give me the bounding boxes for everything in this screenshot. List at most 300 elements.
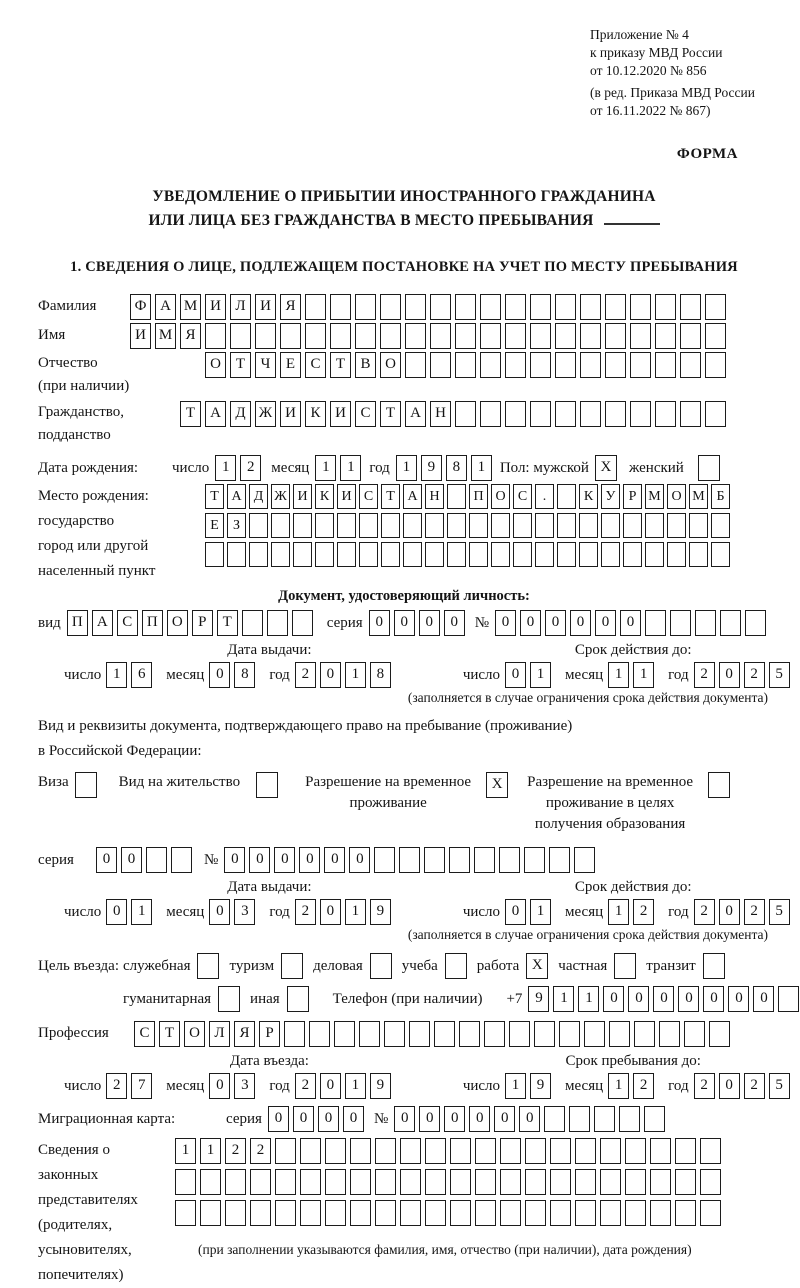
temp-residence-checkbox[interactable]: X [486,772,508,798]
char-cell[interactable] [550,1169,571,1195]
char-cell[interactable] [544,1106,565,1132]
char-cell[interactable]: О [667,484,686,509]
char-cell[interactable] [650,1200,671,1226]
char-cell[interactable] [459,1021,480,1047]
char-cell[interactable] [609,1021,630,1047]
char-cell[interactable] [403,513,422,538]
char-cell[interactable]: Ж [271,484,290,509]
char-cell[interactable] [623,513,642,538]
char-cell[interactable] [300,1138,321,1164]
char-cell[interactable]: О [491,484,510,509]
char-cell[interactable] [405,323,426,349]
char-cell[interactable] [300,1200,321,1226]
char-cell[interactable]: П [142,610,163,636]
char-cell[interactable] [745,610,766,636]
char-cell[interactable] [484,1021,505,1047]
char-cell[interactable]: Т [205,484,224,509]
char-cell[interactable]: 0 [293,1106,314,1132]
char-cell[interactable] [505,294,526,320]
char-cell[interactable] [267,610,288,636]
char-cell[interactable] [500,1169,521,1195]
char-cell[interactable] [275,1200,296,1226]
char-cell[interactable] [474,847,495,873]
char-cell[interactable] [230,323,251,349]
char-cell[interactable]: 0 [469,1106,490,1132]
char-cell[interactable]: Т [381,484,400,509]
char-cell[interactable] [705,401,726,427]
char-cell[interactable] [425,513,444,538]
char-cell[interactable]: Б [711,484,730,509]
char-cell[interactable] [680,401,701,427]
char-cell[interactable] [535,513,554,538]
char-cell[interactable] [500,1138,521,1164]
char-cell[interactable] [711,542,730,567]
char-cell[interactable] [424,847,445,873]
char-cell[interactable]: М [180,294,201,320]
char-cell[interactable] [499,847,520,873]
char-cell[interactable]: Т [230,352,251,378]
char-cell[interactable]: 0 [595,610,616,636]
char-cell[interactable] [434,1021,455,1047]
char-cell[interactable] [659,1021,680,1047]
char-cell[interactable] [315,513,334,538]
purpose-humanitarian-checkbox[interactable] [218,986,240,1012]
char-cell[interactable] [430,323,451,349]
char-cell[interactable] [634,1021,655,1047]
char-cell[interactable]: Т [330,352,351,378]
char-cell[interactable] [680,294,701,320]
char-cell[interactable] [689,513,708,538]
char-cell[interactable]: К [315,484,334,509]
char-cell[interactable]: О [205,352,226,378]
char-cell[interactable] [350,1169,371,1195]
char-cell[interactable] [200,1200,221,1226]
char-cell[interactable] [325,1138,346,1164]
char-cell[interactable]: С [355,401,376,427]
char-cell[interactable] [400,1200,421,1226]
char-cell[interactable] [505,352,526,378]
char-cell[interactable]: 2 [744,899,765,925]
char-cell[interactable] [705,294,726,320]
char-cell[interactable]: 0 [343,1106,364,1132]
char-cell[interactable]: 1 [608,899,629,925]
char-cell[interactable] [275,1138,296,1164]
char-cell[interactable]: О [167,610,188,636]
char-cell[interactable]: Е [280,352,301,378]
char-cell[interactable] [525,1200,546,1226]
char-cell[interactable]: А [403,484,422,509]
char-cell[interactable] [405,352,426,378]
char-cell[interactable]: 9 [530,1073,551,1099]
char-cell[interactable]: 0 [444,610,465,636]
char-cell[interactable]: Т [159,1021,180,1047]
char-cell[interactable]: М [689,484,708,509]
char-cell[interactable]: А [205,401,226,427]
purpose-tourism-checkbox[interactable] [281,953,303,979]
char-cell[interactable]: 0 [121,847,142,873]
char-cell[interactable]: 1 [578,986,599,1012]
char-cell[interactable]: 0 [419,610,440,636]
char-cell[interactable]: 2 [694,1073,715,1099]
char-cell[interactable]: 1 [215,455,236,481]
char-cell[interactable]: К [305,401,326,427]
sex-female-checkbox[interactable] [698,455,720,481]
char-cell[interactable] [557,542,576,567]
char-cell[interactable]: 2 [295,1073,316,1099]
char-cell[interactable]: 1 [200,1138,221,1164]
char-cell[interactable]: Т [380,401,401,427]
char-cell[interactable]: 0 [653,986,674,1012]
char-cell[interactable] [325,1169,346,1195]
char-cell[interactable] [475,1200,496,1226]
char-cell[interactable] [249,513,268,538]
visa-checkbox[interactable] [75,772,97,798]
char-cell[interactable] [630,323,651,349]
char-cell[interactable] [601,513,620,538]
char-cell[interactable] [491,513,510,538]
char-cell[interactable]: 0 [753,986,774,1012]
char-cell[interactable] [684,1021,705,1047]
char-cell[interactable] [430,352,451,378]
char-cell[interactable]: 2 [694,899,715,925]
char-cell[interactable]: 0 [603,986,624,1012]
char-cell[interactable] [584,1021,605,1047]
char-cell[interactable] [655,323,676,349]
char-cell[interactable] [778,986,799,1012]
char-cell[interactable]: И [130,323,151,349]
char-cell[interactable]: 2 [295,899,316,925]
char-cell[interactable] [409,1021,430,1047]
char-cell[interactable] [375,1200,396,1226]
char-cell[interactable] [455,401,476,427]
char-cell[interactable] [271,542,290,567]
char-cell[interactable]: 1 [340,455,361,481]
char-cell[interactable] [425,1200,446,1226]
char-cell[interactable] [623,542,642,567]
char-cell[interactable]: 1 [553,986,574,1012]
char-cell[interactable]: 1 [315,455,336,481]
char-cell[interactable]: С [134,1021,155,1047]
char-cell[interactable] [625,1138,646,1164]
char-cell[interactable]: 8 [370,662,391,688]
char-cell[interactable]: 8 [234,662,255,688]
char-cell[interactable]: 1 [608,1073,629,1099]
char-cell[interactable] [569,1106,590,1132]
char-cell[interactable]: 0 [505,662,526,688]
char-cell[interactable]: 2 [633,1073,654,1099]
char-cell[interactable]: 0 [570,610,591,636]
char-cell[interactable] [650,1138,671,1164]
char-cell[interactable]: 2 [250,1138,271,1164]
char-cell[interactable]: 2 [694,662,715,688]
char-cell[interactable] [594,1106,615,1132]
char-cell[interactable] [284,1021,305,1047]
char-cell[interactable]: Т [217,610,238,636]
char-cell[interactable]: 0 [268,1106,289,1132]
char-cell[interactable]: 1 [505,1073,526,1099]
sex-male-checkbox[interactable]: X [595,455,617,481]
char-cell[interactable]: 2 [106,1073,127,1099]
char-cell[interactable] [575,1169,596,1195]
char-cell[interactable] [480,323,501,349]
purpose-official-checkbox[interactable] [197,953,219,979]
char-cell[interactable] [530,323,551,349]
char-cell[interactable] [334,1021,355,1047]
char-cell[interactable]: А [405,401,426,427]
char-cell[interactable]: 0 [249,847,270,873]
char-cell[interactable] [550,1200,571,1226]
char-cell[interactable]: 0 [728,986,749,1012]
char-cell[interactable] [225,1200,246,1226]
purpose-other-checkbox[interactable] [287,986,309,1012]
char-cell[interactable] [605,294,626,320]
char-cell[interactable] [381,542,400,567]
char-cell[interactable] [675,1138,696,1164]
char-cell[interactable]: 2 [240,455,261,481]
char-cell[interactable]: 1 [345,899,366,925]
char-cell[interactable]: С [305,352,326,378]
char-cell[interactable]: 1 [530,662,551,688]
char-cell[interactable]: С [359,484,378,509]
char-cell[interactable] [513,542,532,567]
char-cell[interactable] [469,513,488,538]
char-cell[interactable] [384,1021,405,1047]
char-cell[interactable] [509,1021,530,1047]
char-cell[interactable]: 9 [370,899,391,925]
char-cell[interactable] [475,1138,496,1164]
char-cell[interactable] [667,513,686,538]
char-cell[interactable]: 0 [519,1106,540,1132]
char-cell[interactable] [670,610,691,636]
char-cell[interactable] [630,294,651,320]
char-cell[interactable]: 0 [209,899,230,925]
char-cell[interactable] [530,401,551,427]
char-cell[interactable] [580,401,601,427]
char-cell[interactable] [449,847,470,873]
char-cell[interactable]: У [601,484,620,509]
char-cell[interactable] [575,1200,596,1226]
char-cell[interactable]: 1 [345,1073,366,1099]
char-cell[interactable] [630,401,651,427]
char-cell[interactable] [380,294,401,320]
char-cell[interactable] [175,1169,196,1195]
char-cell[interactable] [293,542,312,567]
char-cell[interactable]: 0 [719,662,740,688]
char-cell[interactable] [227,542,246,567]
char-cell[interactable] [675,1169,696,1195]
char-cell[interactable] [381,513,400,538]
char-cell[interactable] [450,1138,471,1164]
temp-residence-education-checkbox[interactable] [708,772,730,798]
char-cell[interactable] [680,323,701,349]
char-cell[interactable] [680,352,701,378]
char-cell[interactable]: 0 [703,986,724,1012]
char-cell[interactable] [275,1169,296,1195]
char-cell[interactable]: Ч [255,352,276,378]
char-cell[interactable]: 0 [320,662,341,688]
char-cell[interactable]: 2 [225,1138,246,1164]
char-cell[interactable] [205,542,224,567]
char-cell[interactable] [146,847,167,873]
char-cell[interactable]: 1 [530,899,551,925]
char-cell[interactable]: 0 [274,847,295,873]
char-cell[interactable] [549,847,570,873]
char-cell[interactable]: 0 [299,847,320,873]
char-cell[interactable] [447,542,466,567]
char-cell[interactable]: 1 [175,1138,196,1164]
char-cell[interactable]: 9 [528,986,549,1012]
char-cell[interactable] [655,401,676,427]
char-cell[interactable] [580,294,601,320]
char-cell[interactable] [555,294,576,320]
char-cell[interactable] [447,513,466,538]
char-cell[interactable]: 0 [369,610,390,636]
char-cell[interactable]: 0 [224,847,245,873]
char-cell[interactable]: 0 [494,1106,515,1132]
char-cell[interactable] [480,352,501,378]
char-cell[interactable] [695,610,716,636]
char-cell[interactable] [425,1169,446,1195]
char-cell[interactable] [530,352,551,378]
char-cell[interactable]: 0 [505,899,526,925]
char-cell[interactable] [447,484,466,509]
char-cell[interactable] [705,323,726,349]
char-cell[interactable]: А [227,484,246,509]
char-cell[interactable]: 0 [545,610,566,636]
char-cell[interactable] [350,1138,371,1164]
char-cell[interactable] [375,1169,396,1195]
char-cell[interactable]: П [469,484,488,509]
char-cell[interactable] [480,294,501,320]
purpose-private-checkbox[interactable] [614,953,636,979]
char-cell[interactable] [645,513,664,538]
char-cell[interactable] [403,542,422,567]
char-cell[interactable] [530,294,551,320]
char-cell[interactable] [601,542,620,567]
char-cell[interactable]: 3 [234,1073,255,1099]
char-cell[interactable]: 0 [719,899,740,925]
char-cell[interactable] [359,542,378,567]
char-cell[interactable]: . [535,484,554,509]
char-cell[interactable]: Я [280,294,301,320]
char-cell[interactable] [305,323,326,349]
char-cell[interactable] [555,352,576,378]
char-cell[interactable]: 0 [719,1073,740,1099]
char-cell[interactable] [644,1106,665,1132]
char-cell[interactable] [645,610,666,636]
char-cell[interactable] [645,542,664,567]
char-cell[interactable] [430,294,451,320]
char-cell[interactable] [200,1169,221,1195]
char-cell[interactable]: 7 [131,1073,152,1099]
char-cell[interactable]: 3 [234,899,255,925]
char-cell[interactable]: Л [230,294,251,320]
char-cell[interactable] [292,610,313,636]
char-cell[interactable]: 2 [633,899,654,925]
char-cell[interactable] [337,542,356,567]
char-cell[interactable]: Р [623,484,642,509]
char-cell[interactable] [305,294,326,320]
char-cell[interactable] [399,847,420,873]
char-cell[interactable]: И [330,401,351,427]
char-cell[interactable] [580,323,601,349]
char-cell[interactable] [600,1169,621,1195]
char-cell[interactable] [480,401,501,427]
char-cell[interactable] [700,1138,721,1164]
char-cell[interactable] [171,847,192,873]
char-cell[interactable]: М [645,484,664,509]
char-cell[interactable] [330,294,351,320]
char-cell[interactable] [655,294,676,320]
char-cell[interactable] [559,1021,580,1047]
char-cell[interactable]: 0 [320,899,341,925]
char-cell[interactable] [574,847,595,873]
purpose-study-checkbox[interactable] [445,953,467,979]
char-cell[interactable] [600,1138,621,1164]
char-cell[interactable] [330,323,351,349]
char-cell[interactable] [315,542,334,567]
char-cell[interactable]: 0 [106,899,127,925]
char-cell[interactable] [425,542,444,567]
char-cell[interactable]: 0 [96,847,117,873]
char-cell[interactable] [350,1200,371,1226]
char-cell[interactable] [535,542,554,567]
char-cell[interactable]: 2 [744,1073,765,1099]
char-cell[interactable] [555,401,576,427]
char-cell[interactable] [380,323,401,349]
char-cell[interactable]: 1 [633,662,654,688]
char-cell[interactable] [575,1138,596,1164]
char-cell[interactable]: 2 [295,662,316,688]
char-cell[interactable] [325,1200,346,1226]
char-cell[interactable]: С [513,484,532,509]
char-cell[interactable] [450,1200,471,1226]
char-cell[interactable]: 0 [444,1106,465,1132]
char-cell[interactable] [525,1169,546,1195]
char-cell[interactable]: О [184,1021,205,1047]
char-cell[interactable]: 1 [471,455,492,481]
char-cell[interactable] [711,513,730,538]
char-cell[interactable] [600,1200,621,1226]
char-cell[interactable]: И [337,484,356,509]
char-cell[interactable] [579,542,598,567]
char-cell[interactable] [355,323,376,349]
char-cell[interactable] [557,513,576,538]
char-cell[interactable]: П [67,610,88,636]
char-cell[interactable]: 0 [620,610,641,636]
char-cell[interactable] [374,847,395,873]
char-cell[interactable]: И [255,294,276,320]
char-cell[interactable] [491,542,510,567]
char-cell[interactable]: 0 [209,1073,230,1099]
char-cell[interactable]: Н [425,484,444,509]
char-cell[interactable] [359,1021,380,1047]
char-cell[interactable] [250,1169,271,1195]
char-cell[interactable] [534,1021,555,1047]
char-cell[interactable]: 0 [628,986,649,1012]
char-cell[interactable]: М [155,323,176,349]
char-cell[interactable]: 5 [769,1073,790,1099]
char-cell[interactable] [605,352,626,378]
char-cell[interactable]: 0 [324,847,345,873]
char-cell[interactable] [579,513,598,538]
char-cell[interactable]: 6 [131,662,152,688]
char-cell[interactable]: 2 [744,662,765,688]
char-cell[interactable] [255,323,276,349]
char-cell[interactable] [242,610,263,636]
char-cell[interactable]: 1 [106,662,127,688]
char-cell[interactable] [455,352,476,378]
